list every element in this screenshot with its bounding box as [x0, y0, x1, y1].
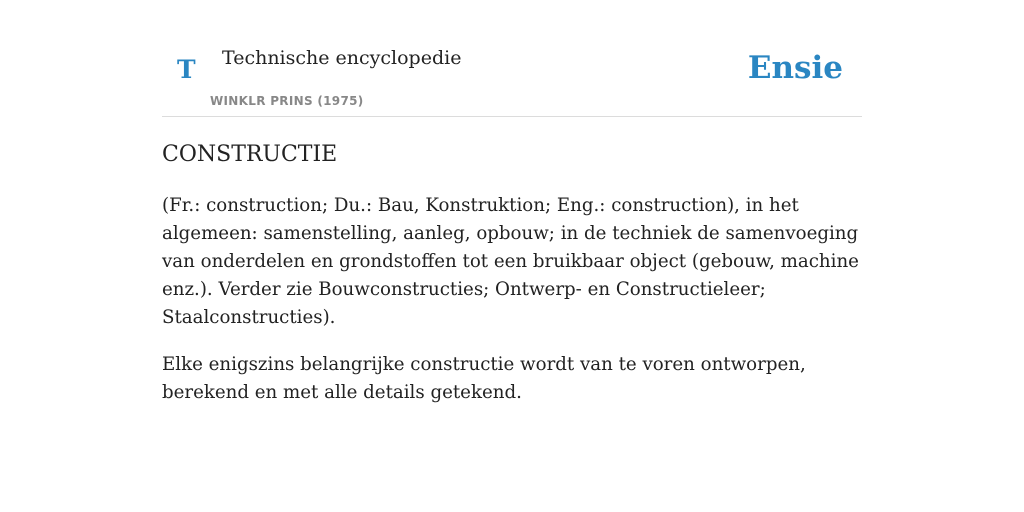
entry-header	[162, 0, 862, 117]
entry-paragraph: (Fr.: construction; Du.: Bau, Konstruktion; Eng.: construction), in het algemeen: samenstelling, aanleg, opbouw; in de techniek de samenvoeging van onderdelen en grondstoffen tot een bruikbaar object (gebouw, machine enz.). Verder zie Bouwconstructies; Ontwerp- en Constructieleer; Staalconstructies).	[162, 195, 859, 328]
entry-body	[162, 192, 862, 426]
encyclopedia-title[interactable]: Technische encyclopedie	[222, 47, 462, 69]
brand-logo[interactable]: Ensie	[747, 50, 843, 86]
entry-paragraph: Elke enigszins belangrijke constructie wordt van te voren ontworpen, berekend en met alle details getekend.	[162, 354, 806, 403]
encyclopedia-subtitle: WINKLR PRINS (1975)	[210, 94, 364, 108]
page	[162, 0, 862, 512]
entry-title: CONSTRUCTIE	[162, 142, 338, 167]
encyclopedia-logo[interactable]: T	[177, 55, 196, 84]
